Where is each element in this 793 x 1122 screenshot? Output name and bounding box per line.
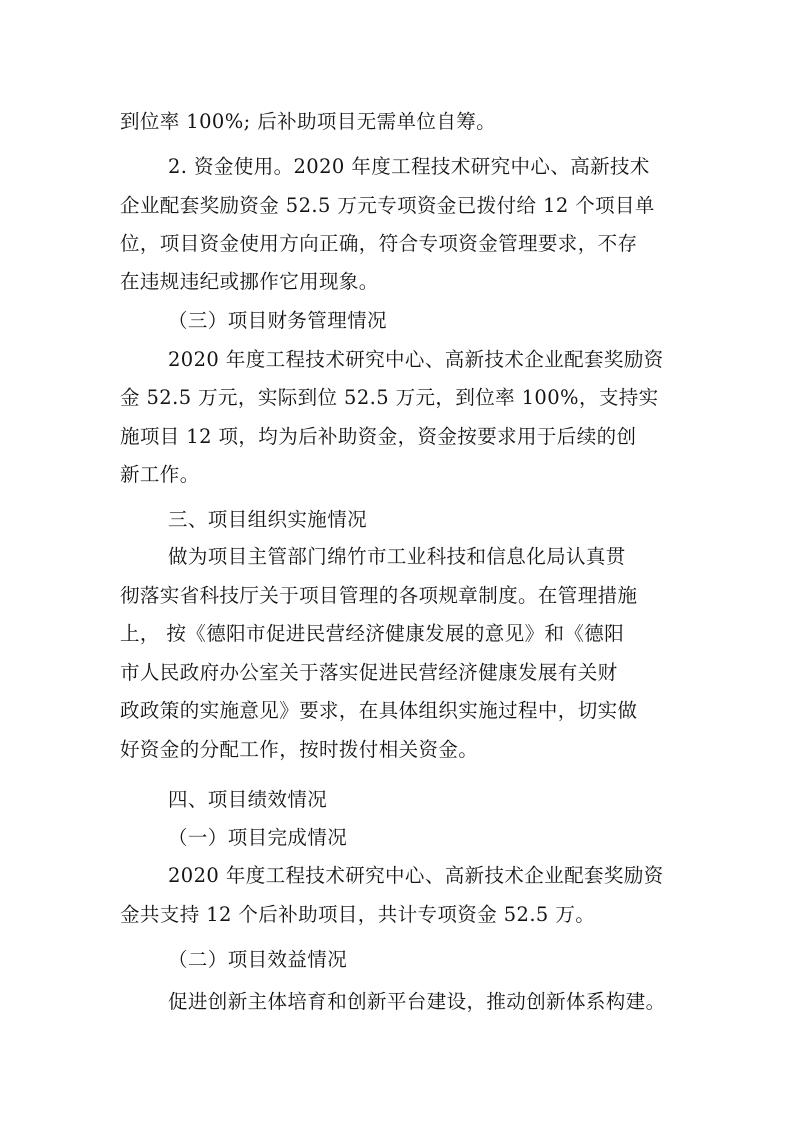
text-line: 到位率 100%; 后补助项目无需单位自筹。 [120,110,497,133]
text-line: 位，项目资金使用方向正确，符合专项资金管理要求，不存 [120,232,638,255]
section-heading: 四、项目绩效情况 [168,788,328,811]
text-line: 市人民政府办公室关于落实促进民营经济健康发展有关财 [120,661,618,684]
paragraph-start-line: 2020 年度工程技术研究中心、高新技术企业配套奖励资 [168,348,664,371]
paragraph-start-line: 促进创新主体培育和创新平台建设，推动创新体系构建。 [168,990,666,1013]
section-heading: （二）项目效益情况 [168,948,348,971]
text-line: 施项目 12 项，均为后补助资金，资金按要求用于后续的创 [120,425,637,448]
section-heading: （一）项目完成情况 [168,826,348,849]
text-line: 好资金的分配工作，按时拨付相关资金。 [120,738,479,761]
text-line: 新工作。 [120,463,200,486]
section-heading: 三、项目组织实施情况 [168,508,368,531]
section-heading: （三）项目财务管理情况 [168,309,387,332]
paragraph-start-line: 2020 年度工程技术研究中心、高新技术企业配套奖励资 [168,864,664,887]
paragraph-start-line: 2. 资金使用。2020 年度工程技术研究中心、高新技术 [168,155,650,178]
text-line: 金 52.5 万元，实际到位 52.5 万元，到位率 100%，支持实 [120,386,659,409]
text-line: 企业配套奖励资金 52.5 万元专项资金已拨付给 12 个项目单 [120,194,655,217]
text-line: 在违规违纪或挪作它用现象。 [120,270,379,293]
text-line: 彻落实省科技厅关于项目管理的各项规章制度。在管理措施 [120,584,638,607]
text-line: 上， 按《德阳市促进民营经济健康发展的意见》和《德阳 [120,622,625,645]
text-line: 政政策的实施意见》要求，在具体组织实施过程中，切实做 [120,699,638,722]
text-line: 金共支持 12 个后补助项目，共计专项资金 52.5 万。 [120,903,596,926]
paragraph-start-line: 做为项目主管部门绵竹市工业科技和信息化局认真贯 [168,545,626,568]
